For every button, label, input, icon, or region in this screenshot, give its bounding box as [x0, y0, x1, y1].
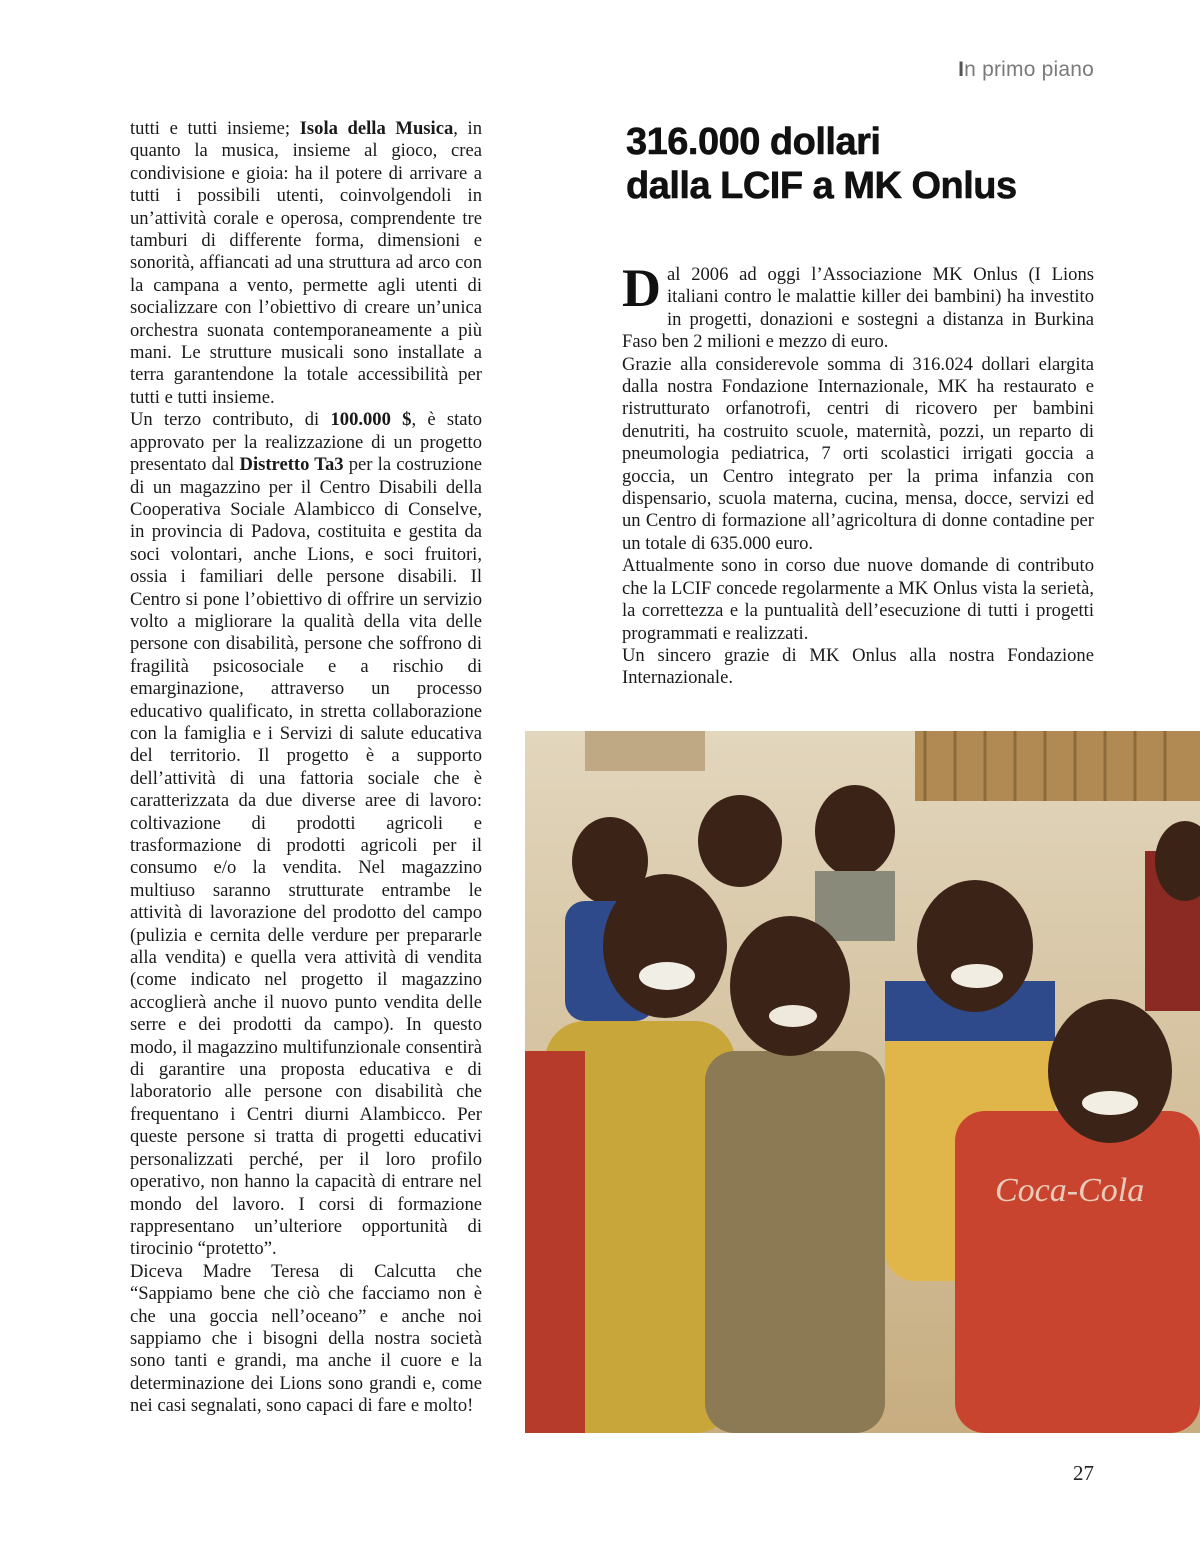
bold-run: 100.000 $: [330, 409, 412, 431]
article-body: [622, 258, 1094, 690]
article-photo: [525, 731, 1200, 1433]
text-run: , è stato approvato per la realizzazione di un progetto presentato dal: [130, 409, 482, 476]
drop-cap: D: [622, 258, 661, 318]
child-head-right: [917, 880, 1033, 1012]
article-paragraph-4: Un sincero grazie di MK Onlus alla nostra Fondazione Internazionale.: [622, 644, 1094, 689]
children-photo-illustration: [525, 731, 1200, 1433]
page-number: 27: [1073, 1461, 1094, 1485]
left-column: [130, 118, 482, 1418]
child-smile: [639, 962, 695, 990]
shirt-logo-text: Coca-Cola: [995, 1172, 1145, 1209]
left-paragraph-2: [130, 409, 482, 1260]
running-head-text: n primo piano: [964, 58, 1094, 81]
child-shirt-red-right: [955, 1111, 1200, 1433]
text-run: per la costruzione di un magazzino per il Centro Disabili della Cooperativa Sociale Alambicco di Conselve, in provincia di Padova, costituita e gestita da soci volontari, anche Lions, e soci fruitori, ossia i familiari delle persone disabili. Il Centro si pone l’obiettivo di offrire un servizio volto a migliorare la qualità della vita delle persone con disabilità, persone che soffrono di fragilità psicosociale e a rischio di emarginazione, attraverso un processo educativo qualificato, in stretta collaborazione con la famiglia e i Servizi di salute educativa del territorio. Il progetto è a supporto dell’attività di una fattoria sociale che è caratterizzata da due diverse aree di lavoro: coltivazione di prodotti agricoli e trasformazione di prodotti agricoli per il consumo e/o la vendita. Nel magazzino multiuso saranno strutturate entrambe le attività di lavorazione del prodotto del campo (pulizia e cernita delle verdure per prepararle alla vendita) e quella vera attività di vendita (come indicato nel progetto il magazzino accoglierà anche il nuovo punto vendita delle serre e dei prodotti da campo). In questo modo, il magazzino multifunzionale consentirà di garantire una proposta educativa e di laboratorio alle persone con disabilità che frequentano i Centri diurni Alambicco. Per queste persone si tratta di progetti educativi personalizzati perché, per il loro profilo operativo, non hanno la capacità di entrare nel mondo del lavoro. I corsi di formazione rappresentano un’ulteriore opportunità di tirocinio “protetto”.: [130, 454, 482, 1260]
headline-line-1: 316.000 dollari: [626, 121, 881, 163]
article-headline: [626, 120, 1094, 208]
article-paragraph-1: [622, 258, 1094, 354]
child-smile: [1082, 1091, 1138, 1115]
bold-run: Distretto Ta3: [239, 454, 344, 476]
text-run: tutti e tutti insieme;: [130, 118, 300, 139]
child-shirt: [815, 871, 895, 941]
bold-run: Isola della Musica: [299, 118, 454, 139]
child-head-center: [730, 916, 850, 1056]
article-paragraph-2: Grazie alla considerevole somma di 316.024 dollari elargita dalla nostra Fondazione Internazionale, MK ha restaurato e ristrutturato orfanotrofi, centri di ricovero per bambini denutriti, ha costruito scuole, maternità, pozzi, un reparto di pneumologia pediatrica, 7 orti scolastici irrigati goccia a goccia, un Centro integrato per la prima infanzia con dispensario, scuola materna, cucina, mensa, docce, servizi ed un Centro di formazione all’agricoltura di donne contadine per un totale di 635.000 euro.: [622, 353, 1094, 554]
text-run: al 2006 ad oggi l’Associazione MK Onlus (I Lions italiani contro le malattie killer dei bambini) ha investito in progetti, donazioni e sostegni a distanza in Burkina Faso ben 2 milioni e mezzo di euro.: [622, 264, 1094, 353]
left-paragraph-1: [130, 118, 482, 409]
text-run: Un terzo contributo, di: [130, 409, 331, 431]
text-run: , in quanto la musica, insieme al gioco, crea condivisione e gioia: ha il potere di arrivare a tutti i possibili utenti, coinvolgendoli in un’attività corale e operosa, comprendente tre tamburi di differente forma, dimensioni e sonorità, affiancati ad una struttura ad arco con la campana a vento, permette agli utenti di socializzare con l’obiettivo di creare un’unica orchestra suonata contemporaneamente a più mani. Le strutture musicali sono installate a terra garantendone la totale accessibilità per tutti e tutti insieme.: [130, 118, 482, 408]
child-head-laughing: [603, 874, 727, 1018]
child-shirt-olive: [705, 1051, 885, 1433]
child-head-front-right: [1048, 999, 1172, 1143]
child-head: [815, 785, 895, 877]
article-paragraph-3: Attualmente sono in corso due nuove domande di contributo che la LCIF concede regolarmente a MK Onlus vista la serietà, la correttezza e la puntualità dell’esecuzione di tutti i progetti programmati e realizzati.: [622, 555, 1094, 644]
child-smile: [951, 964, 1003, 988]
child-shirt-red-left: [525, 1051, 585, 1433]
left-paragraph-3: Diceva Madre Teresa di Calcutta che “Sappiamo bene che ciò che facciamo non è che una goccia nell’oceano” e anche noi sappiamo che i bisogni della nostra società sono tanti e grandi, ma anche il cuore e la determinazione dei Lions sono grandi e, come nei casi segnalati, sono capaci di fare e molto!: [130, 1260, 482, 1417]
running-head: [958, 58, 1094, 82]
child-smile: [769, 1005, 817, 1027]
background-structure: [585, 731, 705, 771]
straw-fence: [915, 731, 1200, 801]
running-head-initial: I: [958, 58, 965, 81]
child-head: [698, 795, 782, 887]
headline-line-2: dalla LCIF a MK Onlus: [626, 165, 1017, 207]
article: [622, 120, 1094, 690]
